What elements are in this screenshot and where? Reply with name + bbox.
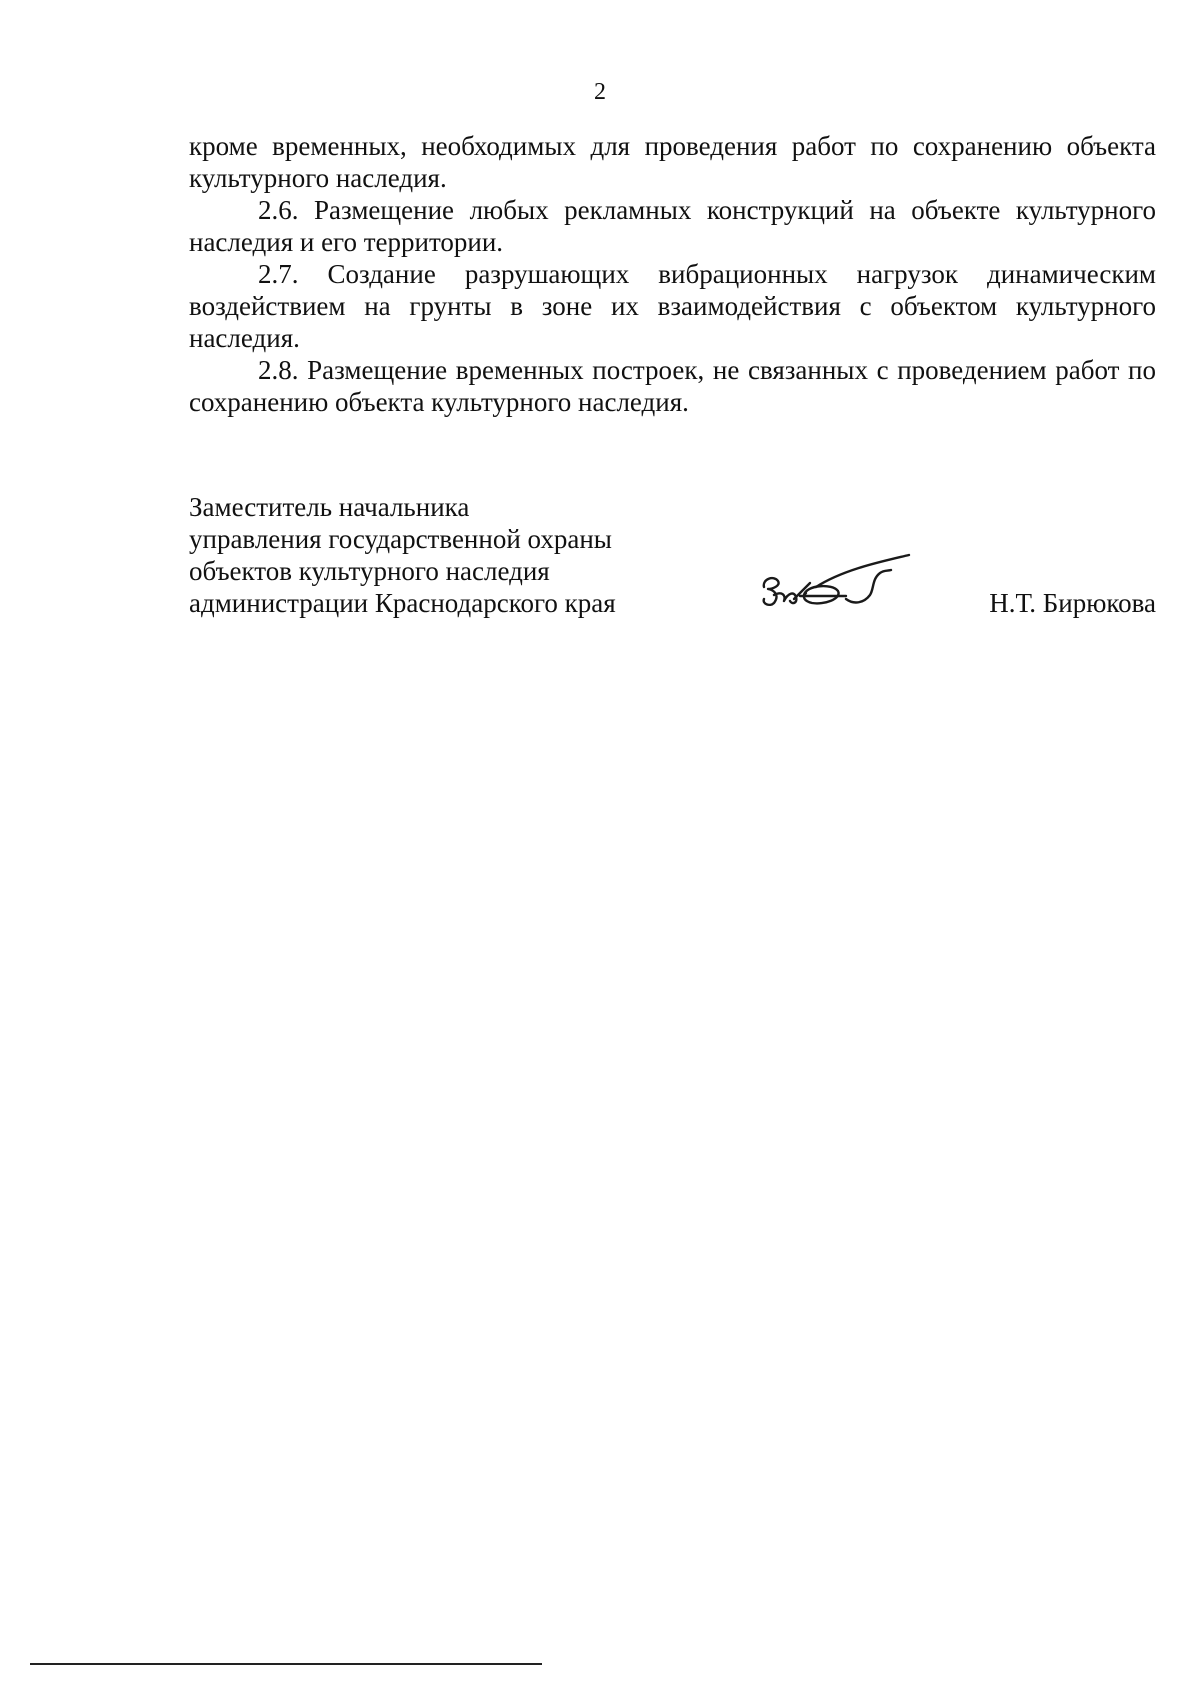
signer-position-line: объектов культурного наследия <box>189 556 550 586</box>
handwritten-signature <box>754 549 914 617</box>
signature-block <box>189 491 1156 631</box>
document-body <box>189 130 1156 418</box>
signer-position-line: управления государственной охраны <box>189 524 612 554</box>
paragraph-2-7: 2.7. Создание разрушающих вибрационных нагрузок динамическим воздействием на грунты в зоне их взаимодействия с объектом культурного наследия. <box>189 259 1156 353</box>
footer-divider <box>30 1663 542 1665</box>
signer-name: Н.Т. Бирюкова <box>989 588 1156 618</box>
paragraph-2-8: 2.8. Размещение временных построек, не связанных с проведением работ по сохранению объекта культурного наследия. <box>189 355 1156 417</box>
signer-position-line: администрации Краснодарского края <box>189 588 616 618</box>
page-number: 2 <box>594 79 606 105</box>
signer-position <box>189 491 616 619</box>
paragraph-continuation: кроме временных, необходимых для проведения работ по сохранению объекта культурного наследия. <box>189 131 1156 193</box>
paragraph-2-6: 2.6. Размещение любых рекламных конструкций на объекте культурного наследия и его территории. <box>189 195 1156 257</box>
signer-position-line: Заместитель начальника <box>189 492 470 522</box>
